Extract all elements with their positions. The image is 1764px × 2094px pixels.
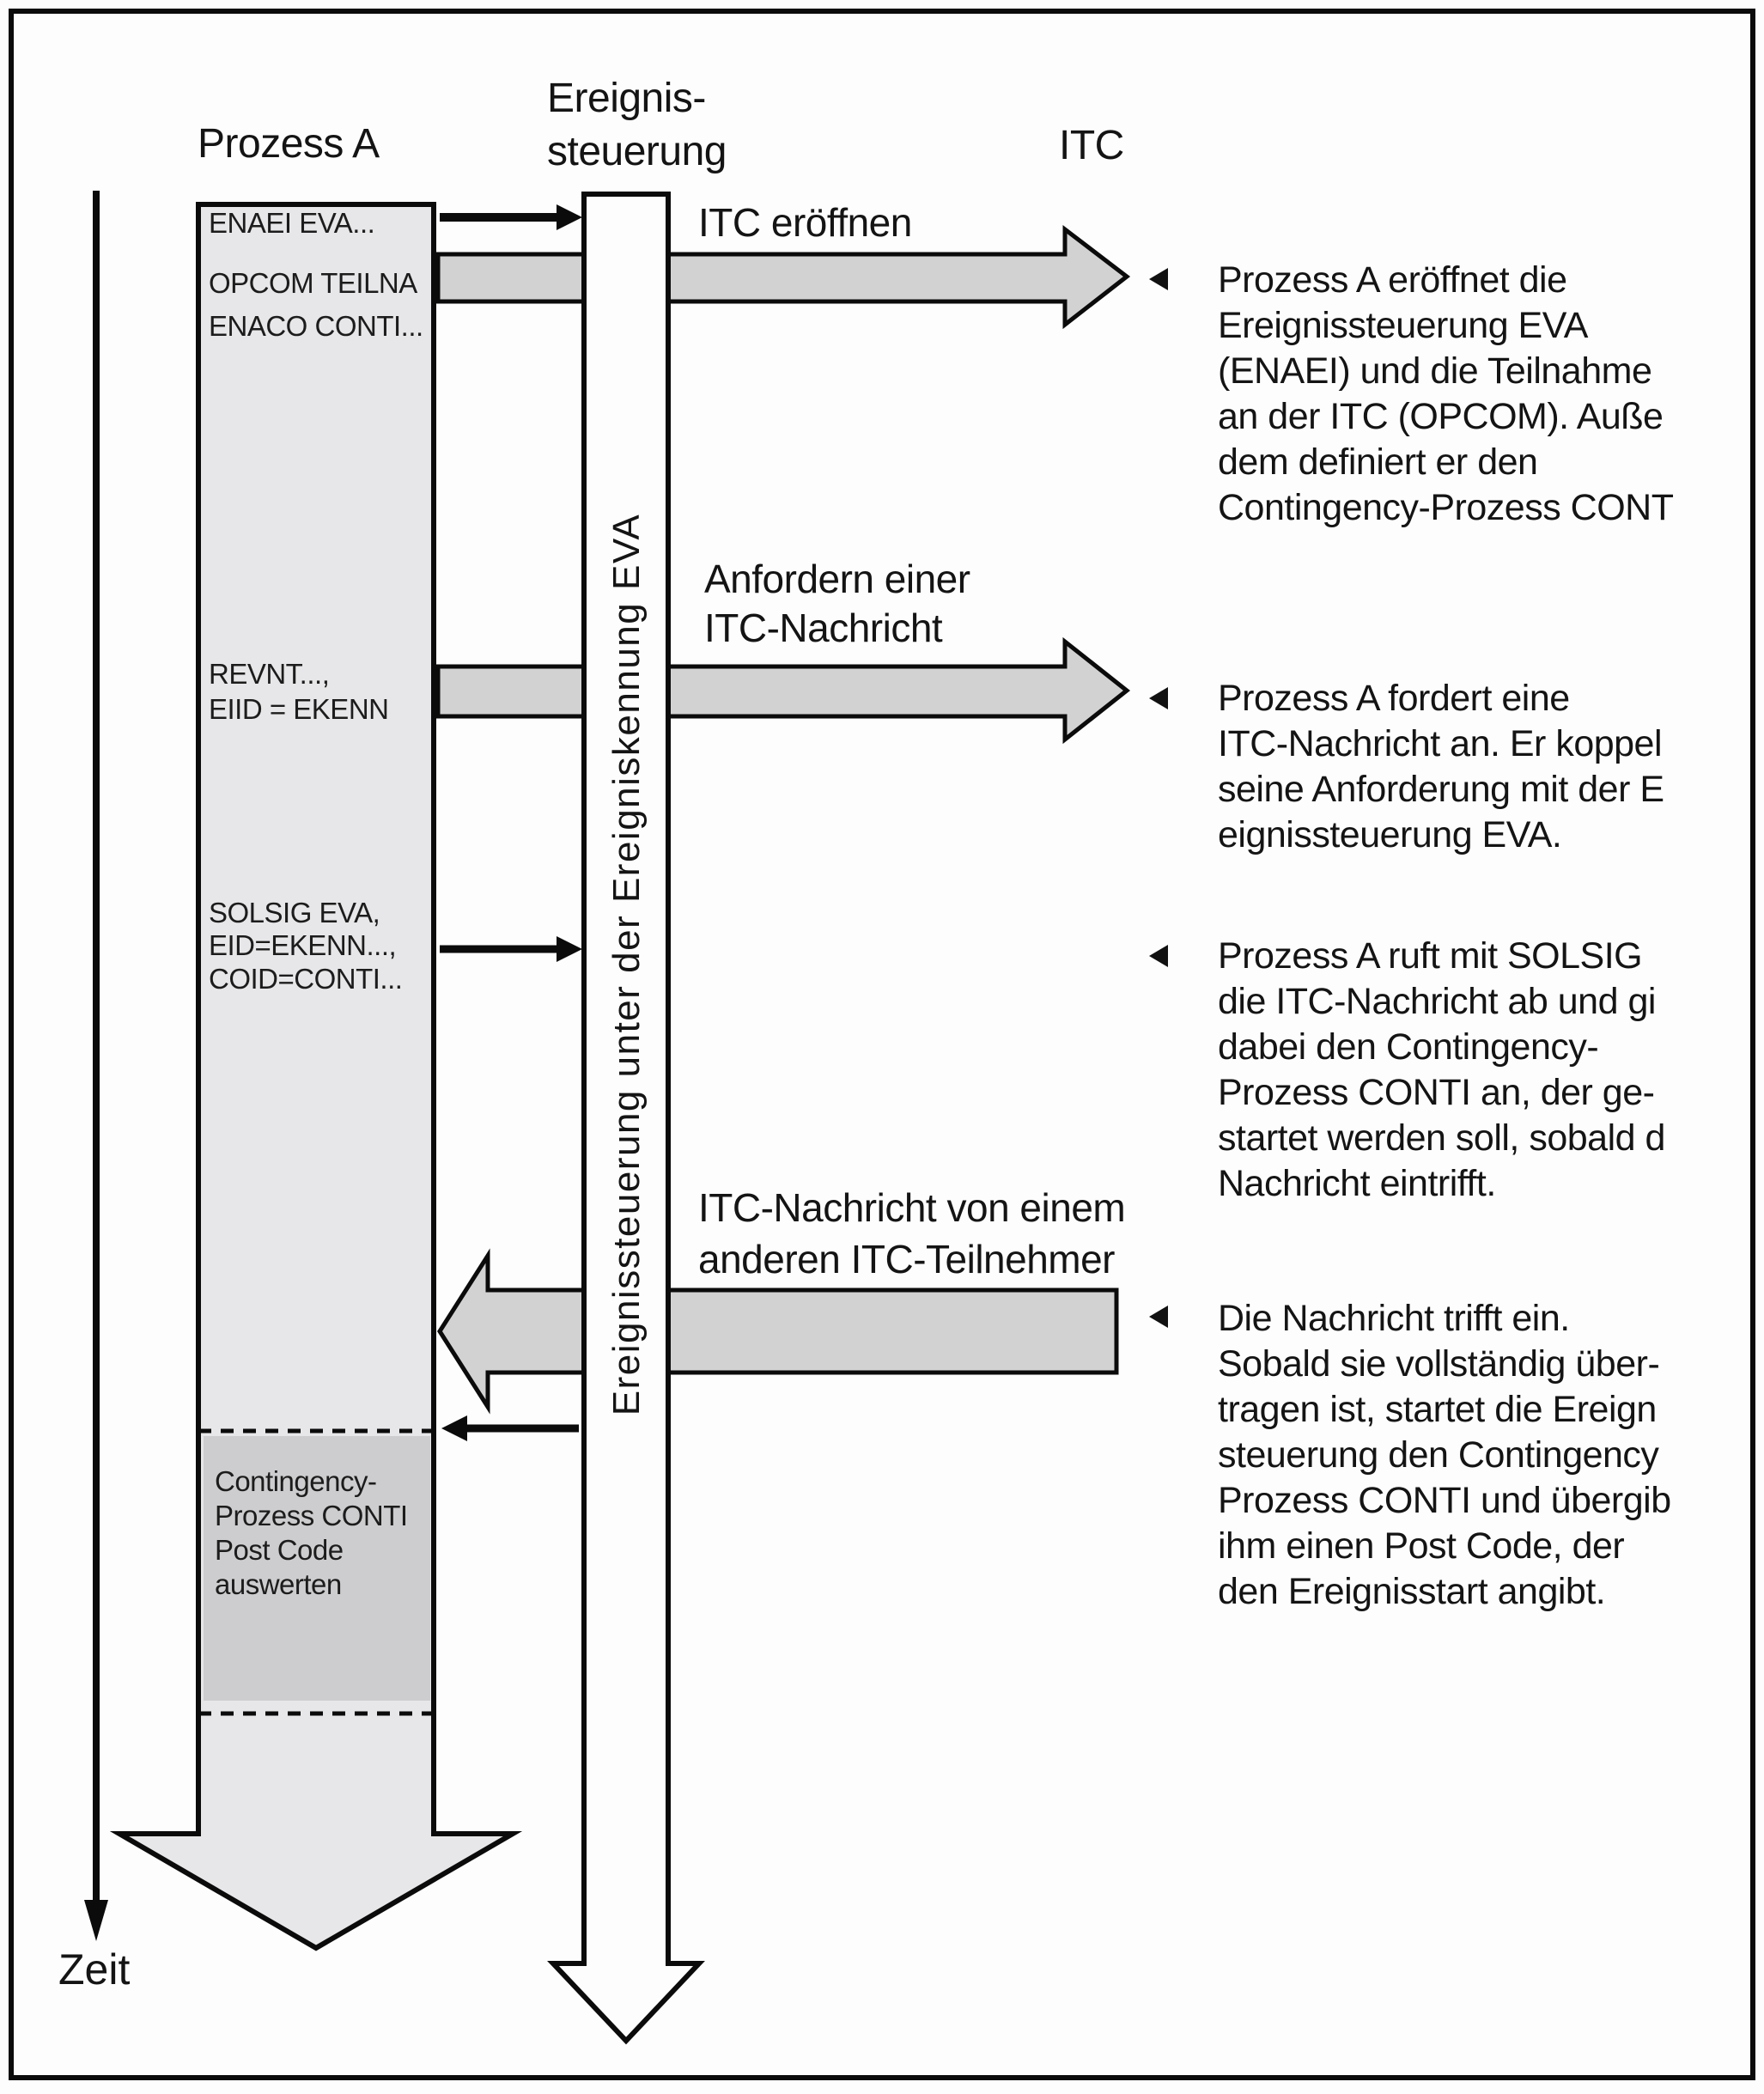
annotation-line: ITC-Nachricht an. Er koppel xyxy=(1218,723,1663,764)
annotation-block-4 xyxy=(1218,1296,1671,1615)
contingency-line4: auswerten xyxy=(215,1568,342,1600)
call-solsig: SOLSIG EVA, xyxy=(209,897,380,928)
annotation-line: ihm einen Post Code, der xyxy=(1218,1525,1625,1567)
annotation-line: Sobald sie vollständig über- xyxy=(1218,1343,1660,1385)
annotation-line: dabei den Contingency- xyxy=(1218,1026,1599,1068)
annotation-line: steuerung den Contingency xyxy=(1218,1434,1659,1476)
annotation-line: startet werden soll, sobald d xyxy=(1218,1117,1665,1159)
thin-arrow-enaei-head-icon xyxy=(557,204,582,230)
column-title-itc: ITC xyxy=(1059,123,1124,168)
column-title-event-control-line2: steuerung xyxy=(547,129,727,174)
annotation-bullet-icon xyxy=(1149,268,1168,290)
call-enaco: ENACO CONTI... xyxy=(209,310,423,342)
label-open-itc: ITC eröffnen xyxy=(698,200,912,245)
annotation-block-1 xyxy=(1218,258,1673,531)
annotation-line: seine Anforderung mit der E xyxy=(1218,769,1664,810)
annotation-line: Nachricht eintrifft. xyxy=(1218,1163,1496,1204)
annotation-line: den Ereignisstart angibt. xyxy=(1218,1571,1606,1612)
call-eiid: EIID = EKENN xyxy=(209,693,389,725)
annotation-line: die ITC-Nachricht ab und gi xyxy=(1218,981,1656,1022)
arrow-request-message xyxy=(438,642,1127,740)
label-incoming-line1: ITC-Nachricht von einem xyxy=(698,1185,1126,1230)
annotation-line: Die Nachricht trifft ein. xyxy=(1218,1298,1570,1339)
annotation-line: Ereignissteuerung EVA xyxy=(1218,305,1588,346)
annotation-line: Prozess CONTI und übergib xyxy=(1218,1480,1671,1521)
event-control-rotated-label: Ereignissteuerung unter der Ereigniskennung EVA xyxy=(605,513,648,1416)
annotation-line: an der ITC (OPCOM). Auße xyxy=(1218,396,1664,437)
annotation-bullet-icon xyxy=(1149,1306,1168,1328)
annotation-line: Prozess CONTI an, der ge- xyxy=(1218,1072,1655,1113)
contingency-line3: Post Code xyxy=(215,1534,344,1566)
column-title-event-control-line1: Ereignis- xyxy=(547,76,706,121)
column-title-process-a: Prozess A xyxy=(198,121,380,167)
contingency-line1: Contingency- xyxy=(215,1465,377,1497)
annotation-block-2 xyxy=(1218,676,1664,858)
call-eid: EID=EKENN..., xyxy=(209,929,397,961)
thin-arrow-solsig-head-icon xyxy=(557,936,582,962)
annotation-line: dem definiert er den xyxy=(1218,441,1538,483)
annotation-line: tragen ist, startet die Ereign xyxy=(1218,1389,1657,1430)
time-axis-label: Zeit xyxy=(58,1945,131,1994)
label-request-line1: Anfordern einer xyxy=(704,557,970,601)
call-revnt: REVNT..., xyxy=(209,658,330,690)
label-request-line2: ITC-Nachricht xyxy=(704,606,943,650)
annotation-line: (ENAEI) und die Teilnahme xyxy=(1218,350,1652,392)
call-coid: COID=CONTI... xyxy=(209,963,403,995)
annotation-line: eignissteuerung EVA. xyxy=(1218,814,1562,855)
label-incoming-line2: anderen ITC-Teilnehmer xyxy=(698,1237,1116,1281)
time-axis-arrowhead-icon xyxy=(84,1900,108,1941)
annotation-bullet-icon xyxy=(1149,945,1168,967)
contingency-line2: Prozess CONTI xyxy=(215,1500,408,1531)
call-enaei: ENAEI EVA... xyxy=(209,207,375,239)
annotation-bullet-icon xyxy=(1149,687,1168,709)
annotation-line: Prozess A fordert eine xyxy=(1218,678,1570,719)
annotation-block-3 xyxy=(1218,934,1665,1207)
annotation-line: Prozess A eröffnet die xyxy=(1218,259,1567,301)
annotation-line: Prozess A ruft mit SOLSIG xyxy=(1218,935,1643,977)
thin-arrow-start-conti-head-icon xyxy=(441,1415,467,1441)
annotation-line: Contingency-Prozess CONT xyxy=(1218,487,1674,528)
call-opcom: OPCOM TEILNA xyxy=(209,267,417,299)
